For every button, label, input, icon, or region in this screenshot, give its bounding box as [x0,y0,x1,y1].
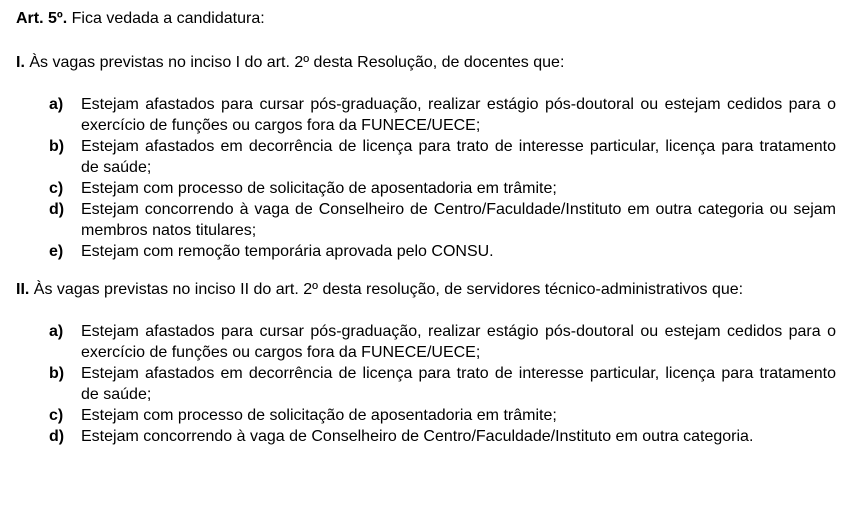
item-letter: e) [49,243,64,260]
article-text: Fica vedada a candidatura: [71,10,265,27]
list-item [49,94,836,136]
list-item [49,426,836,447]
item-letter: d) [49,428,65,445]
inciso-text: Às vagas previstas no inciso II do art. 2º desta resolução, de servidores técnico-administrativos que: [33,281,744,298]
item-letter: c) [49,180,64,197]
inciso-text: Às vagas previstas no inciso I do art. 2º desta Resolução, de docentes que: [29,54,565,71]
item-letter: b) [49,138,65,155]
item-text: Estejam afastados para cursar pós-graduação, realizar estágio pós-doutoral ou estejam cedidos para o exercício de funções ou cargos fora da FUNECE/UECE; [81,323,836,361]
item-text: Estejam concorrendo à vaga de Conselheiro de Centro/Faculdade/Instituto em outra categoria ou sejam membros natos titulares; [81,201,836,239]
inciso-numeral: I. [16,54,25,71]
item-letter: b) [49,365,65,382]
inciso-1-items [16,94,836,262]
list-item [49,241,836,262]
article-heading [16,8,836,29]
item-text: Estejam com processo de solicitação de aposentadoria em trâmite; [81,407,557,424]
item-letter: d) [49,201,65,218]
item-text: Estejam concorrendo à vaga de Conselheiro de Centro/Faculdade/Instituto em outra categoria. [81,428,754,445]
item-text: Estejam afastados em decorrência de licença para trato de interesse particular, licença para tratamento de saúde; [81,365,836,403]
list-item [49,321,836,363]
article-label: Art. 5º. [16,10,68,27]
item-text: Estejam afastados para cursar pós-graduação, realizar estágio pós-doutoral ou estejam cedidos para o exercício de funções ou cargos fora da FUNECE/UECE; [81,96,836,134]
list-item [49,136,836,178]
inciso-2 [16,279,836,301]
inciso-numeral: II. [16,281,30,298]
item-text: Estejam com remoção temporária aprovada pelo CONSU. [81,243,494,260]
item-letter: a) [49,96,64,113]
item-text: Estejam afastados em decorrência de licença para trato de interesse particular, licença para tratamento de saúde; [81,138,836,176]
list-item [49,199,836,241]
item-letter: a) [49,323,64,340]
list-item [49,178,836,199]
inciso-1 [16,52,836,74]
list-item [49,363,836,405]
list-item [49,405,836,426]
item-text: Estejam com processo de solicitação de aposentadoria em trâmite; [81,180,557,197]
inciso-2-items [16,321,836,447]
item-letter: c) [49,407,64,424]
document-body [16,8,836,447]
